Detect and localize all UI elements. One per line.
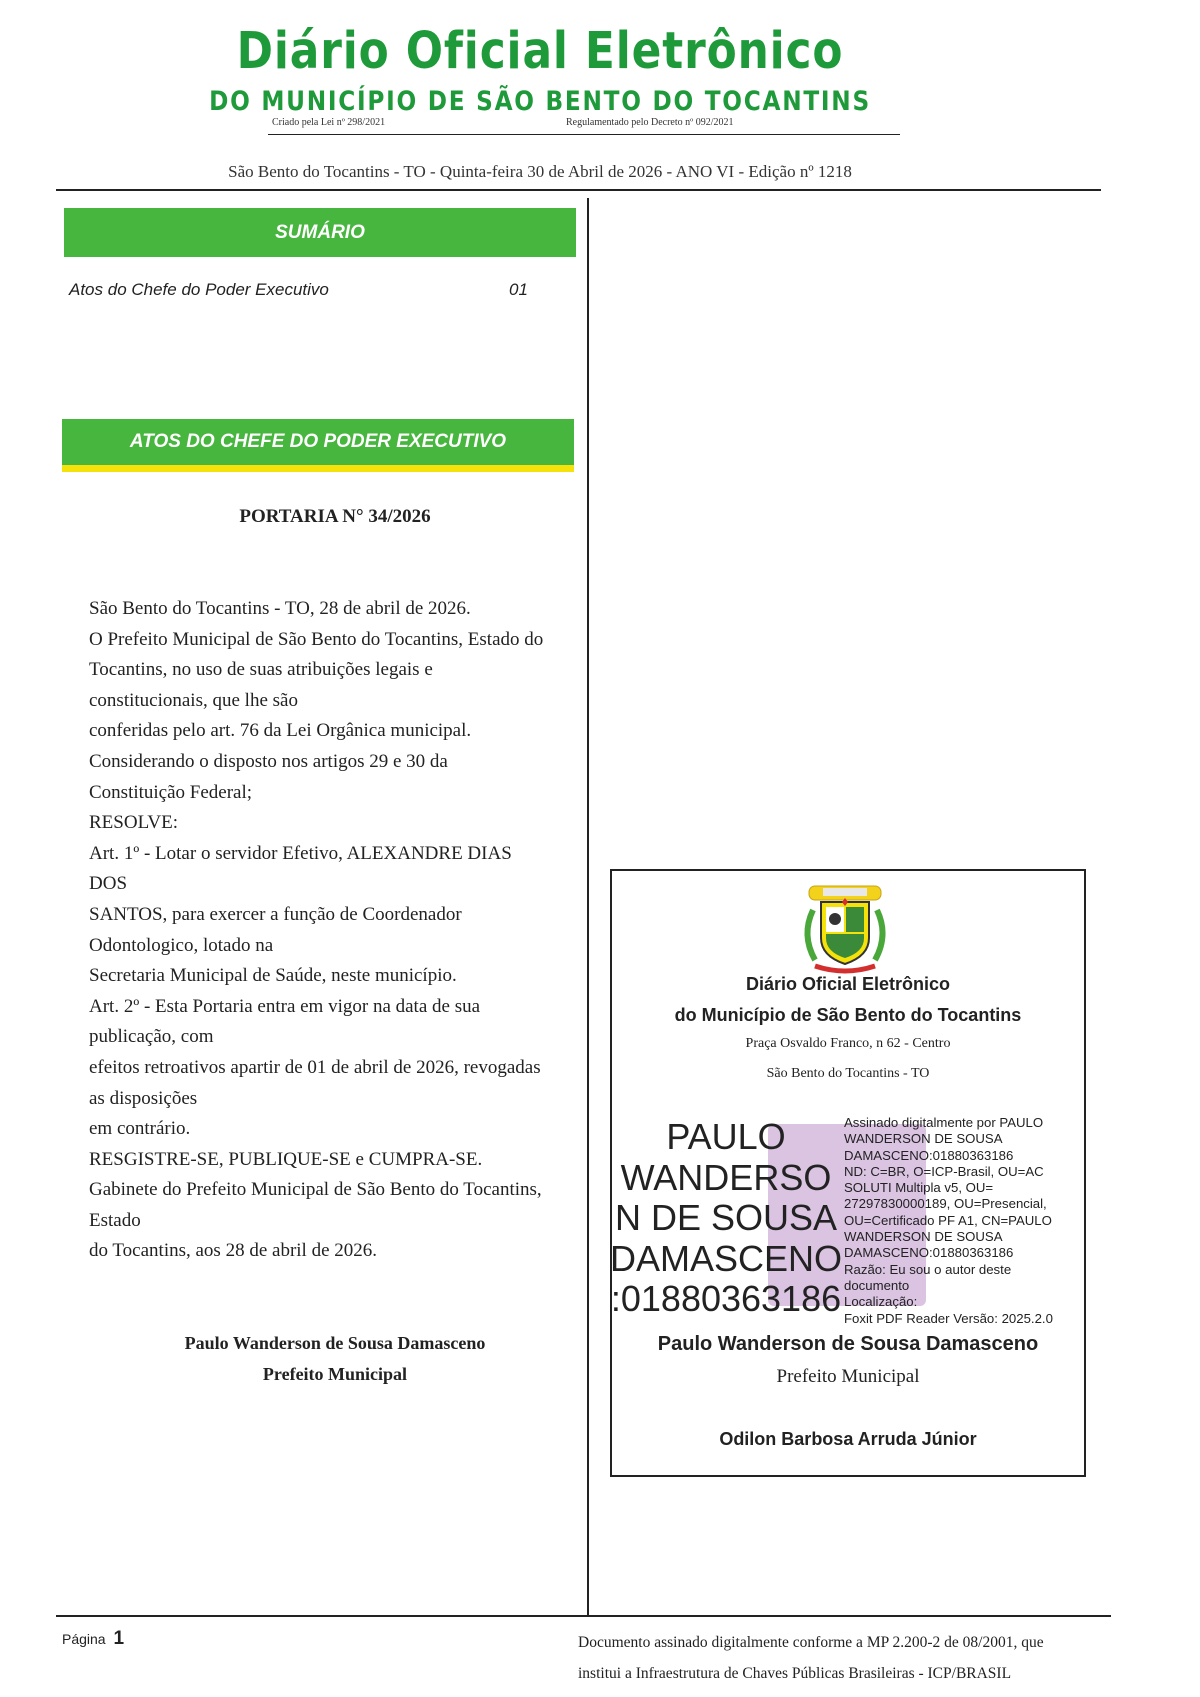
body-line: O Prefeito Municipal de São Bento do Tocantins, Estado do [89,628,544,650]
body-line: conferidas pelo art. 76 da Lei Orgânica municipal. [89,720,472,742]
body-line: Tocantins, no uso de suas atribuições legais e [89,659,433,681]
municipal-coat-of-arms-icon [795,880,895,978]
body-line: RESGISTRE-SE, PUBLIQUE-SE e CUMPRA-SE. [89,1148,483,1170]
body-line: Considerando o disposto nos artigos 29 e 30 da [89,750,448,772]
document-signer-name: Paulo Wanderson de Sousa Damasceno [184,1333,486,1353]
document-signer-role: Prefeito Municipal [262,1364,408,1384]
body-line: Constituição Federal; [89,781,253,803]
signature-detail-line: SOLUTI Multipla v5, OU= [844,1180,994,1196]
document-body [89,594,589,1267]
box-title-line2: do Município de São Bento do Tocantins [674,1005,1022,1025]
digital-signature-name-line: PAULO [666,1116,786,1157]
box-address-line2: São Bento do Tocantins - TO [766,1066,930,1081]
signature-detail-line: Foxit PDF Reader Versão: 2025.2.0 [844,1310,1053,1326]
signature-detail-line: ND: C=BR, O=ICP-Brasil, OU=AC [844,1163,1044,1179]
body-line: SANTOS, para exercer a função de Coordenador [89,903,462,925]
section-heading: ATOS DO CHEFE DO PODER EXECUTIVO [62,419,574,465]
section-heading-stripe [62,465,574,472]
page-number: 1 [113,1628,125,1649]
signature-detail-line: WANDERSON DE SOUSA [844,1229,1003,1245]
footer-note-line1: Documento assinado digitalmente conforme a MP 2.200-2 de 08/2001, que [578,1634,1044,1651]
creation-law-note: Criado pela Lei nº 298/2021 [272,117,386,128]
body-line: Art. 2º - Esta Portaria entra em vigor na data de sua [89,995,481,1017]
body-line: Secretaria Municipal de Saúde, neste município. [89,965,457,987]
signature-detail-line: Localização: [844,1294,918,1310]
summary-heading: SUMÁRIO [64,208,576,257]
body-line: RESOLVE: [89,812,179,834]
footer-note [578,1627,1113,1689]
signature-detail-line: documento [844,1277,910,1293]
journal-title: Diário Oficial Eletrônico [236,22,844,81]
box-second-name: Odilon Barbosa Arruda Júnior [719,1429,977,1449]
digital-signature-name-line: :01880363186 [610,1278,842,1319]
header-divider [56,189,1101,191]
summary-item-label[interactable]: Atos do Chefe do Poder Executivo [69,280,329,299]
body-line: efeitos retroativos apartir de 01 de abril de 2026, revogadas [89,1056,541,1078]
signature-detail-line: Assinado digitalmente por PAULO [844,1115,1044,1130]
signature-detail-line: OU=Certificado PF A1, CN=PAULO [844,1212,1052,1228]
footer-note-line2: institui a Infraestrutura de Chaves Públicas Brasileiras - ICP/BRASIL [578,1665,1012,1682]
box-signer-role: Prefeito Municipal [776,1366,920,1387]
box-address-line1: Praça Osvaldo Franco, n 62 - Centro [745,1036,951,1051]
digital-signature-name [608,1117,844,1320]
body-line: Estado [89,1209,141,1231]
edition-line: São Bento do Tocantins - TO - Quinta-feira 30 de Abril de 2026 - ANO VI - Edição nº 1218 [228,162,852,181]
box-signer-name: Paulo Wanderson de Sousa Damasceno [657,1333,1039,1355]
body-line: do Tocantins, aos 28 de abril de 2026. [89,1240,378,1262]
document-title: PORTARIA N° 34/2026 [239,506,431,527]
body-line: São Bento do Tocantins - TO, 28 de abril de 2026. [89,598,471,619]
decree-note: Regulamentado pelo Decreto nº 092/2021 [566,117,734,128]
box-title-line1: Diário Oficial Eletrônico [745,974,951,994]
body-line: DOS [89,873,128,895]
footer-page [62,1628,124,1650]
body-line: Odontologico, lotado na [89,934,274,956]
footer-divider [56,1615,1111,1617]
digital-signature-name-line: WANDERSO [620,1156,832,1198]
body-line: constitucionais, que lhe são [89,689,298,711]
digital-signature-name-line: N DE SOUSA [614,1197,838,1238]
body-line: em contrário. [89,1118,191,1140]
body-line: Art. 1º - Lotar o servidor Efetivo, ALEXANDRE DIAS [89,842,512,864]
summary-item-page: 01 [509,280,528,299]
digital-signature-name-line: DAMASCENO [609,1237,843,1279]
signature-detail-line: WANDERSON DE SOUSA [844,1131,1003,1147]
signature-detail-line: DAMASCENO:01880363186 [844,1147,1014,1163]
journal-subtitle: DO MUNICÍPIO DE SÃO BENTO DO TOCANTINS [209,86,871,117]
signature-detail-line: Razão: Eu sou o autor deste [844,1261,1012,1277]
body-line: publicação, com [89,1026,214,1048]
signature-detail-line: DAMASCENO:01880363186 [844,1245,1014,1261]
digital-signature-details [844,1115,1080,1327]
body-line: Gabinete do Prefeito Municipal de São Bento do Tocantins, [89,1179,542,1201]
header-rule [268,134,900,135]
signature-detail-line: 27297830000189, OU=Presencial, [844,1196,1047,1212]
page-label: Página [62,1631,106,1647]
body-line: as disposições [89,1087,198,1109]
